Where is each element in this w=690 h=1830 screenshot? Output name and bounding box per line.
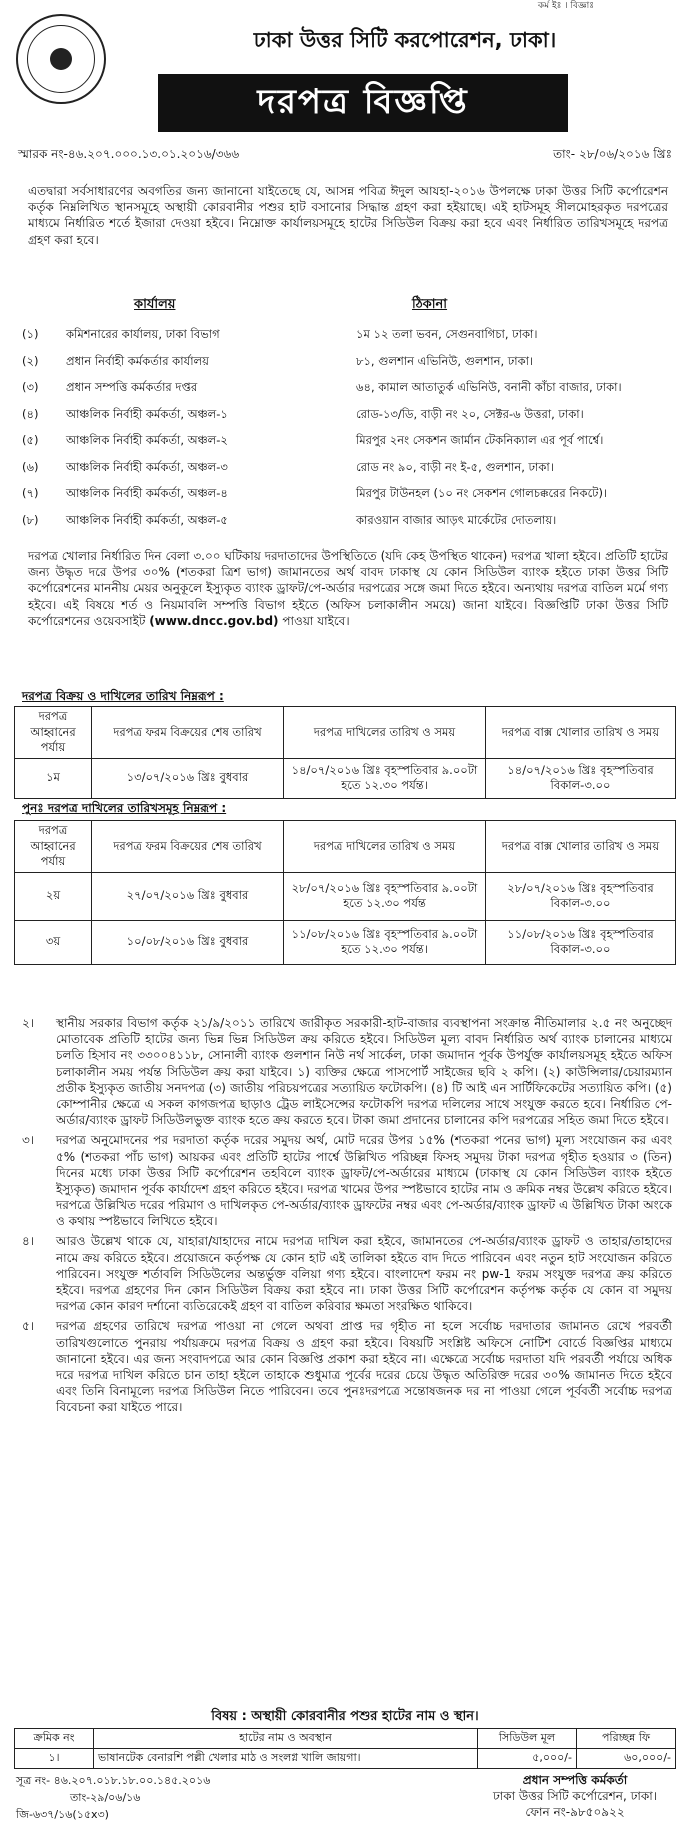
office-row: [22, 375, 672, 402]
top-strip: কর্ম ইঃ । বিজ্ঞাঃ: [537, 1, 594, 11]
opening-paragraph: [28, 548, 668, 629]
office-address: মিরপুর টাউনহল (১০ নং সেকশন গোলচক্করের নিকটে)।: [356, 486, 608, 501]
office-address: কারওয়ান বাজার আড়ৎ মার্কেটের দোতলায়।: [356, 512, 557, 527]
table-row: [15, 920, 676, 964]
clause-item: [22, 1318, 672, 1415]
numbered-clauses: [22, 1015, 672, 1420]
office-name: আঞ্চলিক নির্বাহী কর্মকর্তা, অঞ্চল-৫: [66, 512, 228, 527]
header-hat-name: হাটের নাম ও অবস্থান: [94, 1729, 478, 1749]
signatory-phone: ফোন নং-৯৮৫০৯২২: [525, 1805, 625, 1820]
header-submit-date: দরপত্র দাখিলের তারিখ ও সময়: [284, 707, 486, 759]
cell-sale-date: ২৭/০৭/২০১৬ খ্রিঃ বুধবার: [92, 872, 284, 920]
schedule2-title: পুনঃ দরপত্র দাখিলের তারিখসমূহ নিম্নরূপ :: [22, 801, 227, 815]
office-num: (৮): [22, 512, 39, 527]
office-num: (৬): [22, 459, 39, 474]
sutra-date: তাং-২৯/০৬/১৬: [70, 1790, 141, 1804]
cell-phase: ৩য়: [15, 920, 92, 964]
cell-hat-name: ভাষানটেক বেনারশি পল্লী খেলার মাঠ ও সংলগ্ন খালি জায়গা।: [94, 1748, 478, 1768]
office-num: (৩): [22, 380, 39, 395]
office-num: (৭): [22, 486, 39, 501]
office-address: ৬৪, কামাল আতাতুর্ক এভিনিউ, বনানী কাঁচা বাজার, ঢাকা।: [356, 380, 622, 395]
schedule2-table: [14, 820, 676, 965]
cell-submit-date: ১৪/০৭/২০১৬ খ্রিঃ বৃহস্পতিবার ৯.০০টা হতে ১২.৩০ পর্যন্ত।: [284, 758, 486, 798]
cell-sale-date: ১০/০৮/২০১৬ খ্রিঃ বুধবার: [92, 920, 284, 964]
table-row: [15, 758, 676, 798]
offices-list: [22, 322, 672, 534]
office-name: প্রধান নির্বাহী কর্মকর্তার কার্যালয়: [66, 353, 209, 368]
clause-item: [22, 1015, 672, 1128]
office-name: আঞ্চলিক নির্বাহী কর্মকর্তা, অঞ্চল-৩: [66, 459, 228, 474]
clause-num: ২।: [22, 1016, 35, 1030]
office-name: প্রধান সম্পত্তি কর্মকর্তার দপ্তর: [66, 380, 198, 395]
office-row: [22, 349, 672, 376]
header-phase: দরপত্র আহ্বানের পর্যায়: [15, 821, 92, 873]
clause-text: স্থানীয় সরকার বিভাগ কর্তৃক ২১/৯/২০১১ তারিখে জারীকৃত সরকারী-হাট-বাজার ব্যবস্থাপনা সংক্রান্ত নীতিমালার ২.৫ নং অনুচ্ছেদ মোতাবেক প্রতিটি হাটের জন্য ভিন্ন ভিন্ন সিডিউল ক্রয় করিতে হইবে। সিডিউল মূল্য বাবদ নির্ধারিত অর্থ ব্যাংক চালানের মাধ্যমে চলতি হিসাব নং ৩৩০০৪১১৮, সোনালী ব্যাংক গুলশান নিউ নর্থ সার্কেল, ঢাকা জমাদান পূর্বক উপর্যুক্ত কার্যালয়সমূহ হইতে অফিস চলাকালীন সময় পর্যন্ত সিডিউল ক্রয় করা যাইবে। ১) ব্যক্তির ক্ষেত্রে পাসপোর্ট সাইজের ছবি ২ কপি। (২) কাউন্সিলার/চেয়ারম্যান প্রতীক ইস্যুকৃত জাতীয় সনদপত্র (৩) জাতীয় পরিচয়পত্রের সত্যায়িত ফটোকপি। (৪) টি আই এন সার্টিফিকেটের সত্যায়িত কপি। (৫) কোম্পানীর ক্ষেত্রে এ সকল কাগজপত্র ছাড়াও ট্রেড লাইসেন্সের ফটোকপি দরপত্র দলিলের সাথে সংযুক্ত করতে হবে। নির্ধারিত পে-অর্ডার/ব্যাংক ড্রাফট সিডিউলভুক্ত ব্যাংক হতে ক্রয় করতে হবে। টাকা জমা প্রদানের চালানের কপি দরপত্রের সহিত জমা দিতে হইবে।: [56, 1016, 672, 1128]
offices-header-address: ঠিকানা: [412, 297, 448, 312]
office-row: [22, 508, 672, 535]
cell-phase: ১ম: [15, 758, 92, 798]
office-row: [22, 428, 672, 455]
table-header-row: [15, 821, 676, 873]
intro-paragraph: এতদ্বারা সর্বসাধারণের অবগতির জন্য জানানো যাইতেছে যে, আসন্ন পবিত্র ঈদুল আযহা-২০১৬ উপলক্ষে ঢাকা উত্তর সিটি কর্পোরেশন কর্তৃক নিম্নলিখিত স্থানসমূহে অস্থায়ী কোরবানীর পশুর হাট বসানোর সিদ্ধান্ত গ্রহণ করা হইয়াছে। এই হাটসমূহ সীলমোহরকৃত দরপত্রের মাধ্যমে নির্ধারিত শর্তে ইজারা দেওয়া হইবে। নিম্নোক্ত কার্যালয়সমূহে হাটের সিডিউল বিক্রয় করা হবে এবং নির্ধারিত তারিখসমূহে দরপত্র গ্রহণ করা হবে।: [28, 184, 668, 247]
office-name: আঞ্চলিক নির্বাহী কর্মকর্তা, অঞ্চল-১: [66, 406, 228, 421]
office-num: (৪): [22, 406, 39, 421]
clause-text: আরও উল্লেখ থাকে যে, যাহারা/যাহাদের নামে দরপত্র দাখিল করা হইবে, জামানতের পে-অর্ডার/ব্যাংক ড্রাফট ও তাহার/তাহাদের নামে ক্রয় করিতে হইবে। প্রয়োজনে কর্তৃপক্ষ যে কোন হাট এই তালিকা হইতে বাদ দিতে পারিবেন এবং নতুন হাট সংযোজন করিতে পারিবেন। সংযুক্ত শর্তাবলি সিডিউলের অন্তর্ভুক্ত বলিয়া গণ্য হইবে। বাংলাদেশ ফরম নং pw-1 ফরম সংযুক্ত দরপত্র ক্রয় করিতে হইবে। দরপত্র গ্রহণের দিন কোন সিডিউল বিক্রয় করা হইবে না। ঢাকা উত্তর সিটি কর্পোরেশন কর্তৃপক্ষ কর্তৃক যে কোন বা সমুদয় দরপত্র কোন কারণ দর্শানো ব্যতিরেকেই গ্রহণ বা বাতিল করিবার ক্ষমতা সংরক্ষিত থাকিবে।: [56, 1234, 672, 1314]
office-address: রোড নং ৯০, বাড়ী নং ই-৫, গুলশান, ঢাকা।: [356, 459, 554, 474]
office-address: ৮১, গুলশান এভিনিউ, গুলশান, ঢাকা।: [356, 353, 534, 368]
opening-text-end: পাওয়া যাইবে।: [282, 613, 350, 628]
sutra-number: সূত্র নং- ৪৬.২০৭.০১৮.১৮.০০.১৪৫.২০১৬: [16, 1774, 211, 1787]
cell-schedule-price: ৫,০০০/-: [478, 1748, 577, 1768]
table-row: [15, 1748, 676, 1768]
reference-line: [18, 146, 672, 162]
memo-number: স্মারক নং-৪৬.২০৭.০০০.১৩.০১.২০১৬/৩৬৬: [18, 147, 240, 161]
logo-inner-ring: [27, 25, 95, 93]
dncc-logo: [16, 14, 106, 104]
cell-submit-date: ২৮/০৭/২০১৬ খ্রিঃ বৃহস্পতিবার ৯.০০টা হতে ১২.৩০ পর্যন্ত: [284, 872, 486, 920]
office-name: আঞ্চলিক নির্বাহী কর্মকর্তা, অঞ্চল-৪: [66, 486, 228, 501]
schedule1-table: [14, 706, 676, 799]
office-row: [22, 455, 672, 482]
header-open-date: দরপত্র বাক্স খোলার তারিখ ও সময়: [486, 821, 676, 873]
gd-number: জি-৬৩৭/১৬(১৫x৩): [16, 1807, 109, 1821]
office-row: [22, 481, 672, 508]
hat-table: [14, 1728, 676, 1769]
cell-open-date: ২৮/০৭/২০১৬ খ্রিঃ বৃহস্পতিবার বিকাল-৩.০০: [486, 872, 676, 920]
cell-open-date: ১৪/০৭/২০১৬ খ্রিঃ বৃহস্পতিবার বিকাল-৩.০০: [486, 758, 676, 798]
cell-serial: ১।: [15, 1748, 94, 1768]
clause-num: ৩।: [22, 1133, 35, 1148]
office-name: কমিশনারের কার্যালয়, ঢাকা বিভাগ: [66, 327, 220, 342]
clause-text: দরপত্র অনুমোদনের পর দরদাতা কর্তৃক দরের সমুদয় অর্থ, মোট দরের উপর ১৫% (শতকরা পনের ভাগ) মূল্য সংযোজন কর এবং ৫% (শতকরা পাঁচ ভাগ) আয়কর এবং প্রতিটি হাটের পার্শ্বে উল্লিখিত পরিচ্ছন্ন ফিসহ সমুদয় টাকা দরপত্র গৃহীত হওয়ার ৩ (তিন) দিনের মধ্যে ঢাকা উত্তর সিটি কর্পোরেশন তহবিলে ব্যাংক ড্রাফট/পে-অর্ডারের মাধ্যমে (ঢাকাস্থ যে কোন সিডিউল ব্যাংক হইতে ইস্যুকৃত) জমাদান পূর্বক কার্যাদেশ গ্রহণ করিতে হইবে। দরপত্র খামের উপর স্পষ্টভাবে হাটের নাম ও ক্রমিক নম্বর উল্লেখ করিতে হইবে। দরপত্রে উল্লিখিত দরের পরিমাণ ও দাখিলকৃত পে-অর্ডার/ব্যাংক ড্রাফটের নম্বর এবং পে-অর্ডার/ব্যাংক ড্রাফট এ উল্লিখিত টাকা অংকে ও কথায় স্পষ্টভাবে লিখিতে হইবে।: [56, 1133, 672, 1229]
office-num: (১): [22, 327, 39, 342]
signatory-org: ঢাকা উত্তর সিটি কর্পোরেশন, ঢাকা।: [492, 1789, 658, 1804]
office-name: আঞ্চলিক নির্বাহী কর্মকর্তা, অঞ্চল-২: [66, 433, 228, 448]
header-submit-date: দরপত্র দাখিলের তারিখ ও সময়: [284, 821, 486, 873]
header-sale-date: দরপত্র ফরম বিক্রয়ের শেষ তারিখ: [92, 707, 284, 759]
header-cleaning-fee: পরিচ্ছন্ন ফি: [577, 1729, 676, 1749]
notice-date: তাং- ২৮/০৬/২০১৬ খ্রিঃ: [553, 147, 672, 161]
cell-sale-date: ১৩/০৭/২০১৬ খ্রিঃ বুধবার: [92, 758, 284, 798]
website-link[interactable]: (www.dncc.gov.bd): [149, 613, 279, 628]
cell-open-date: ১১/০৮/২০১৬ খ্রিঃ বৃহস্পতিবার বিকাল-৩.০০: [486, 920, 676, 964]
office-address: রোড-১৩/ডি, বাড়ী নং ২০, সেক্টর-৬ উত্তরা, ঢাকা।: [356, 406, 584, 421]
clause-text: দরপত্র গ্রহণের তারিখে দরপত্র পাওয়া না গেলে অথবা প্রাপ্ত দর গৃহীত না হলে সর্বোচ্চ দরদাতার জামানত রেখে পরবর্তী তারিখগুলোতে পুনরায় পর্যায়ক্রমে দরপত্র বিক্রয় ও গ্রহণ করা হইবে। বিষয়টি সংশ্লিষ্ট অফিসে নোটিশ বোর্ডে বিজ্ঞপ্তির মাধ্যমে জানানো হইবে। এর জন্য সংবাদপত্রে আর কোন বিজ্ঞপ্তি প্রকাশ করা হইবে না। এক্ষেত্রে সর্বোচ্চ দরদাতা যদি পরবর্তী পর্যায়ে অধিক দরে দরপত্র দাখিল করিতে চান তাহা হইলে তাহাকে শুধুমাত্র পূর্বের দরের চেয়ে উদ্ধৃত অতিরিক্ত দরের ৩০% জামানত দিতে হইবে এবং তিনি বিনামূল্যে দরপত্র সিডিউল নিতে পারিবেন। তবে পুনঃদরপত্রে সন্তোষজনক দর না পাওয়া গেলে পূর্ববর্তী সর্বোচ্চ দরপত্র বিবেচনা করা যাইতে পারে।: [56, 1319, 672, 1415]
clause-item: [22, 1233, 672, 1314]
notice-banner: দরপত্র বিজ্ঞপ্তি: [158, 74, 568, 132]
cell-cleaning-fee: ৬০,০০০/-: [577, 1748, 676, 1768]
table-header-row: [15, 707, 676, 759]
clause-num: ৫।: [22, 1319, 35, 1334]
signature-block: [470, 1772, 680, 1821]
org-title: ঢাকা উত্তর সিটি করপোরেশন, ঢাকা।: [253, 28, 557, 52]
office-num: (৫): [22, 433, 39, 448]
header-sale-date: দরপত্র ফরম বিক্রয়ের শেষ তারিখ: [92, 821, 284, 873]
header-phase: দরপত্র আহ্বানের পর্যায়: [15, 707, 92, 759]
subject-line: বিষয় : অস্থায়ী কোরবানীর পশুর হাটের নাম ও স্থান।: [211, 1709, 479, 1724]
header-schedule-price: সিডিউল মূল: [478, 1729, 577, 1749]
table-header-row: [15, 1729, 676, 1749]
clause-num: ৪।: [22, 1234, 35, 1249]
office-address: ১ম ১২ তলা ভবন, সেগুনবাগিচা, ঢাকা।: [356, 327, 538, 342]
clause-item: [22, 1132, 672, 1229]
opening-text: দরপত্র খোলার নির্ধারিত দিন বেলা ৩.০০ ঘটিকায় দরদাতাদের উপস্থিতিতে (যদি কেহ উপস্থিত থাকেন) দরপত্র খালা হইবে। প্রতিটি হাটের জন্য উদ্ধৃত দরে উপর ৩০% (শতকরা ত্রিশ ভাগ) জামানতের অর্থ বাবদ ঢাকাস্থ যে কোন সিডিউল ব্যাংক হইতে ঢাকা উত্তর সিটি কর্পোরেশনের মাননীয় মেয়র অনুকূলে ইস্যুকৃত ব্যাংক ড্রাফট/পে-অর্ডার দরপত্রের সঙ্গে জমা দিতে হইবে। অন্যথায় দরপত্র বাতিল মর্মে গণ্য হইবে। এই বিষয়ে শর্ত ও নিয়মাবলি সম্পত্তি বিভাগ হইতে (অফিস চলাকালীন সময়ে) জানা যাইবে। বিজ্ঞপ্তিটি ঢাকা উত্তর সিটি কর্পোরেশনের ওয়েবসাইট: [28, 549, 668, 628]
table-row: [15, 872, 676, 920]
schedule1-title: দরপত্র বিক্রয় ও দাখিলের তারিখ নিম্নরূপ :: [22, 689, 224, 703]
logo-emblem-icon: [50, 48, 72, 70]
office-address: মিরপুর ২নং সেকশন জার্মান টেকনিক্যাল এর পূর্ব পার্শ্বে।: [356, 433, 604, 448]
header-open-date: দরপত্র বাক্স খোলার তারিখ ও সময়: [486, 707, 676, 759]
header-serial: ক্রমিক নং: [15, 1729, 94, 1749]
reference-footer: [16, 1774, 210, 1825]
cell-phase: ২য়: [15, 872, 92, 920]
cell-submit-date: ১১/০৮/২০১৬ খ্রিঃ বৃহস্পতিবার ৯.০০টা হতে ১২.৩০ পর্যন্ত।: [284, 920, 486, 964]
signatory-designation: প্রধান সম্পত্তি কর্মকর্তা: [522, 1773, 628, 1787]
office-num: (২): [22, 353, 39, 368]
office-row: [22, 322, 672, 349]
offices-header-office: কার্যালয়: [134, 297, 176, 312]
office-row: [22, 402, 672, 429]
